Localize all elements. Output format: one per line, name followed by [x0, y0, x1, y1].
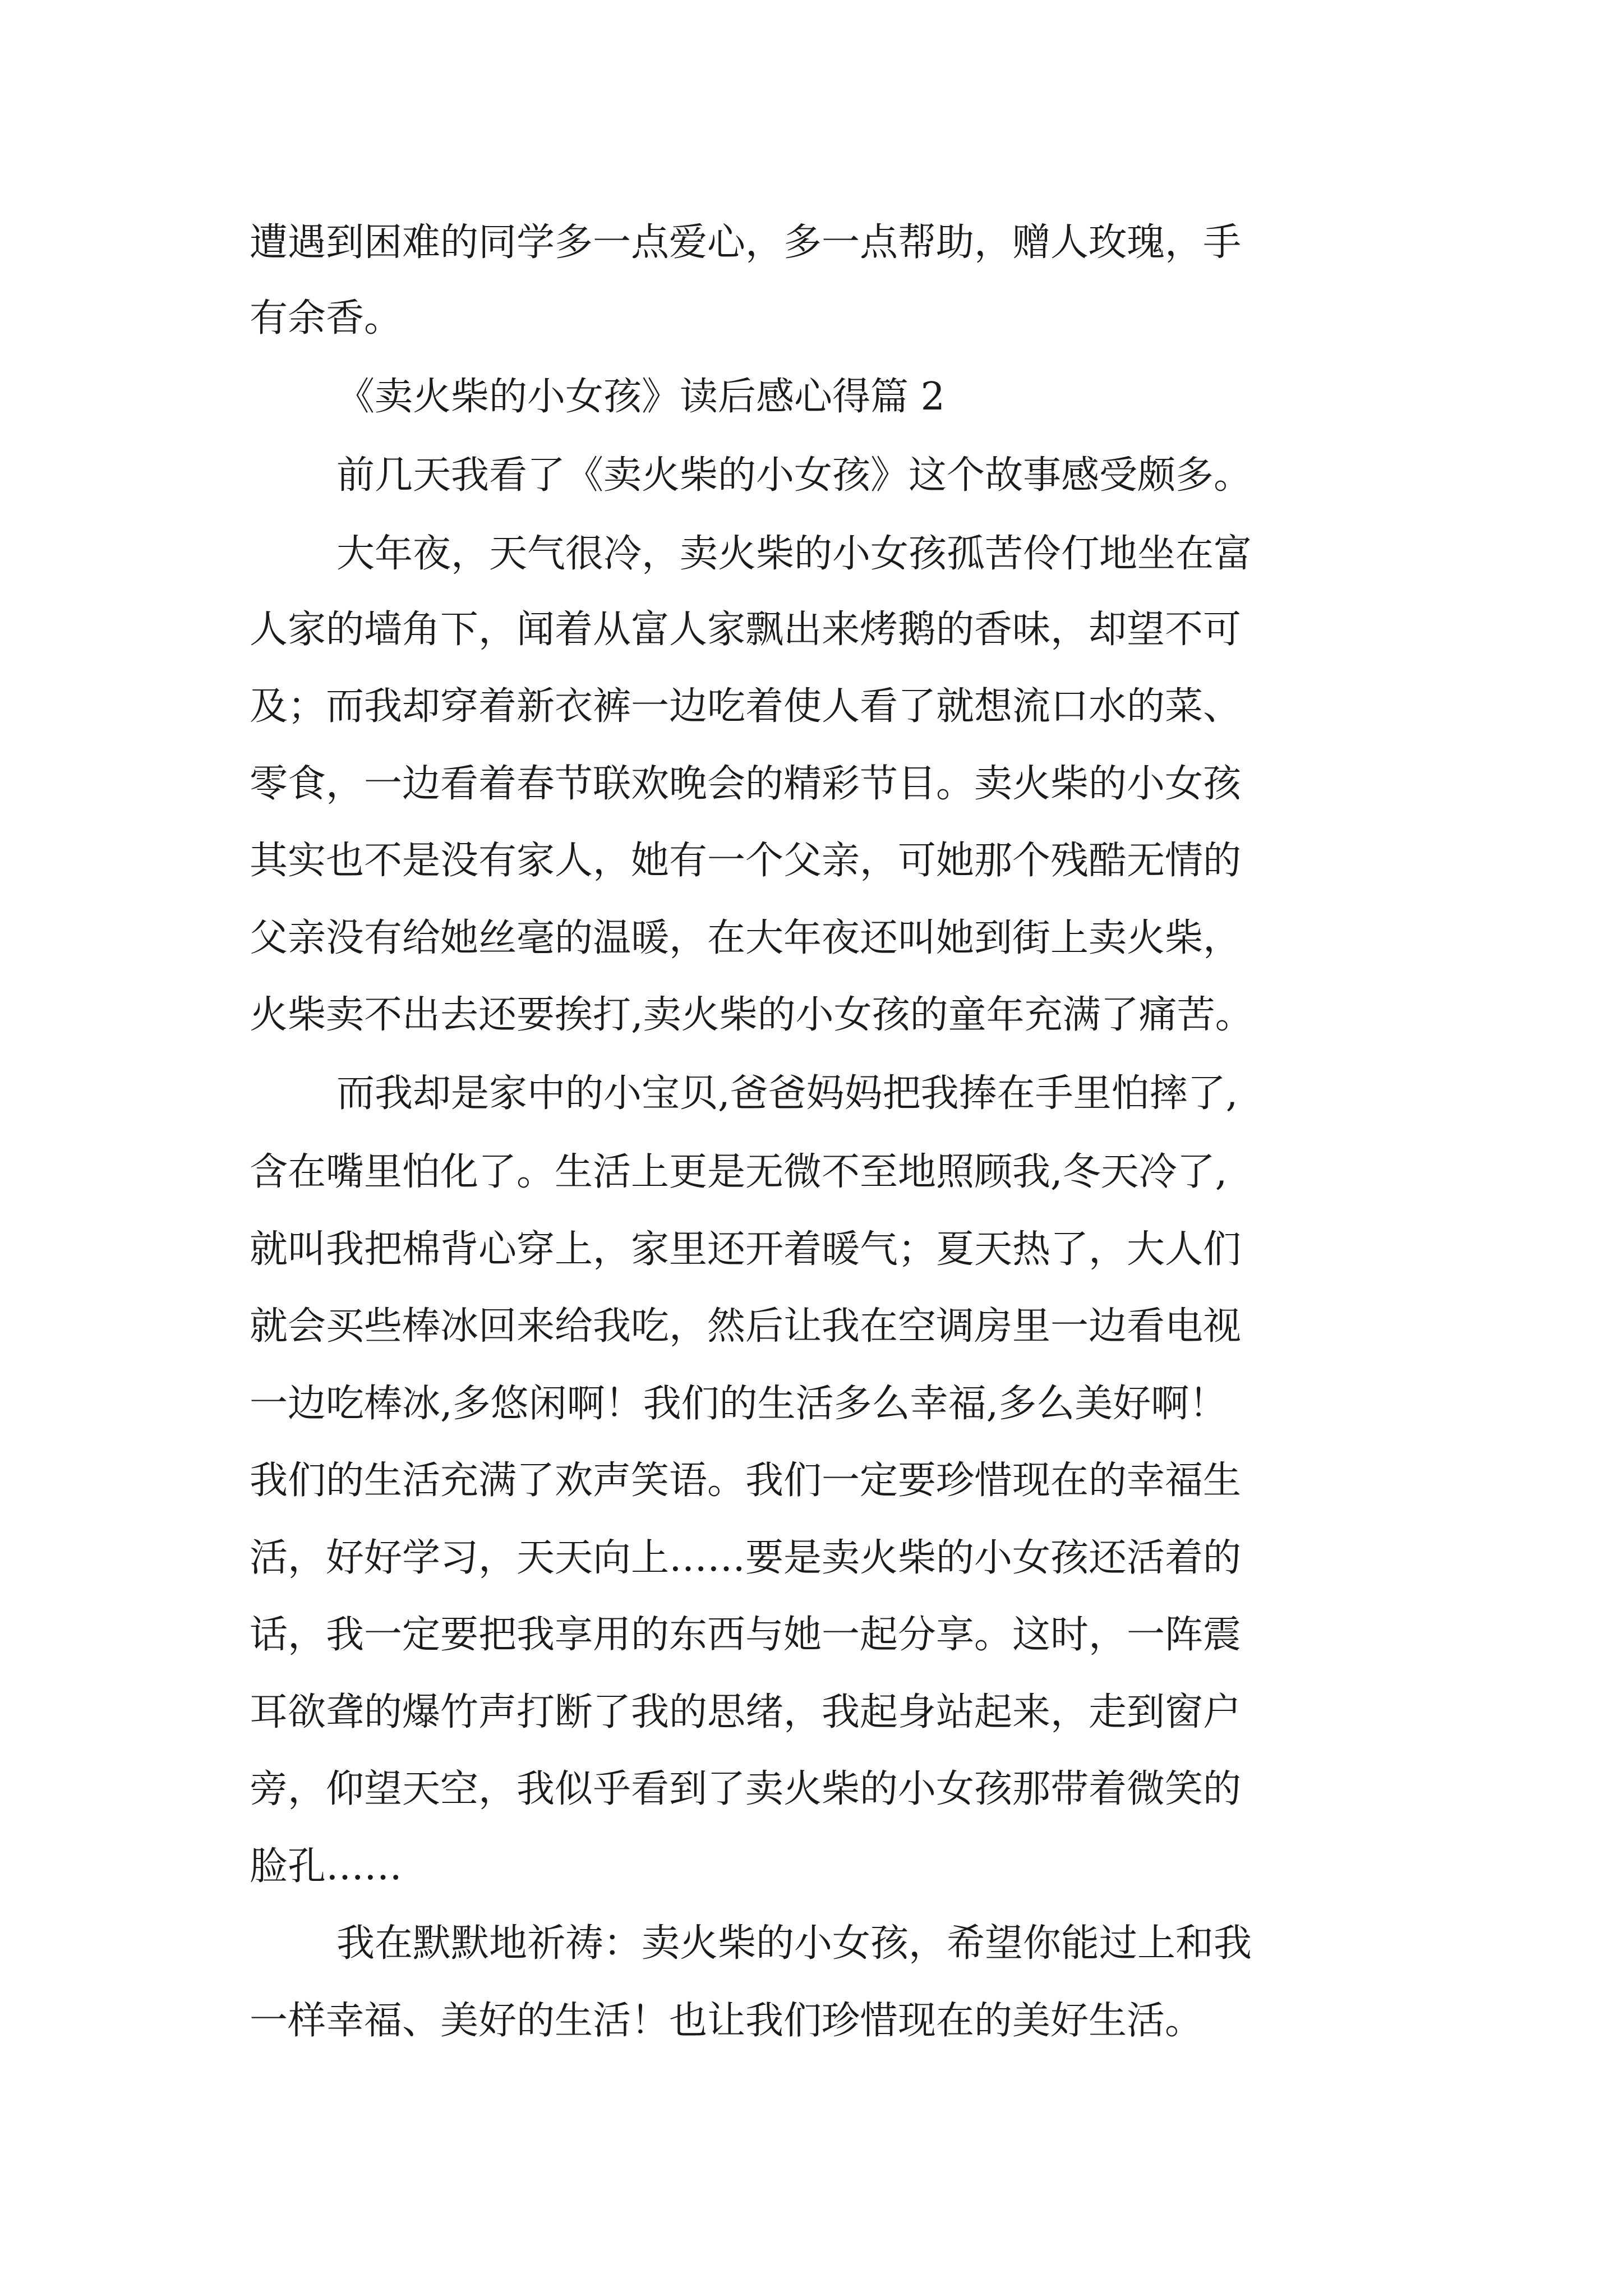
text-line: 就会买些棒冰回来给我吃，然后让我在空调房里一边看电视 — [250, 1304, 1242, 1349]
text-line: 一边吃棒冰,多悠闲啊！我们的生活多么幸福,多么美好啊！ — [250, 1382, 1228, 1426]
text-line: 而我却是家中的小宝贝,爸爸妈妈把我捧在手里怕摔了, — [336, 1071, 1238, 1116]
text-line: 大年夜，天气很冷，卖火柴的小女孩孤苦伶仃地坐在富 — [336, 532, 1252, 576]
text-line: 活，好好学习，天天向上……要是卖火柴的小女孩还活着的 — [250, 1536, 1242, 1580]
text-line: 我们的生活充满了欢声笑语。我们一定要珍惜现在的幸福生 — [250, 1458, 1242, 1503]
text-line: 脸孔…… — [250, 1844, 403, 1889]
text-line: 前几天我看了《卖火柴的小女孩》这个故事感受颇多。 — [336, 453, 1252, 498]
text-line: 就叫我把棉背心穿上，家里还开着暖气；夏天热了，大人们 — [250, 1227, 1242, 1272]
text-line: 话，我一定要把我享用的东西与她一起分享。这时，一阵震 — [250, 1613, 1242, 1657]
text-line: 其实也不是没有家人，她有一个父亲，可她那个残酷无情的 — [250, 839, 1242, 883]
text-line: 及；而我却穿着新衣裤一边吃着使人看了就想流口水的菜、 — [250, 684, 1242, 729]
text-line: 人家的墙角下，闻着从富人家飘出来烤鹅的香味，却望不可 — [250, 608, 1242, 652]
text-line: 遭遇到困难的同学多一点爱心，多一点帮助，赠人玫瑰，手 — [250, 220, 1242, 265]
text-line: 有余香。 — [250, 296, 403, 341]
text-line: 耳欲聋的爆竹声打断了我的思绪，我起身站起来，走到窗户 — [250, 1690, 1242, 1734]
text-line: 一样幸福、美好的生活！也让我们珍惜现在的美好生活。 — [250, 1999, 1204, 2043]
text-line: 旁，仰望天空，我似乎看到了卖火柴的小女孩那带着微笑的 — [250, 1767, 1242, 1811]
text-line: 零食，一边看着春节联欢晚会的精彩节目。卖火柴的小女孩 — [250, 762, 1242, 806]
section-heading: 《卖火柴的小女孩》读后感心得篇 2 — [336, 375, 945, 419]
text-line: 父亲没有给她丝毫的温暖，在大年夜还叫她到街上卖火柴， — [250, 916, 1242, 960]
text-line: 含在嘴里怕化了。生活上更是无微不至地照顾我,冬天冷了, — [250, 1150, 1228, 1194]
text-line: 火柴卖不出去还要挨打,卖火柴的小女孩的童年充满了痛苦。 — [250, 993, 1253, 1037]
text-line: 我在默默地祈祷：卖火柴的小女孩，希望你能过上和我 — [336, 1921, 1252, 1966]
